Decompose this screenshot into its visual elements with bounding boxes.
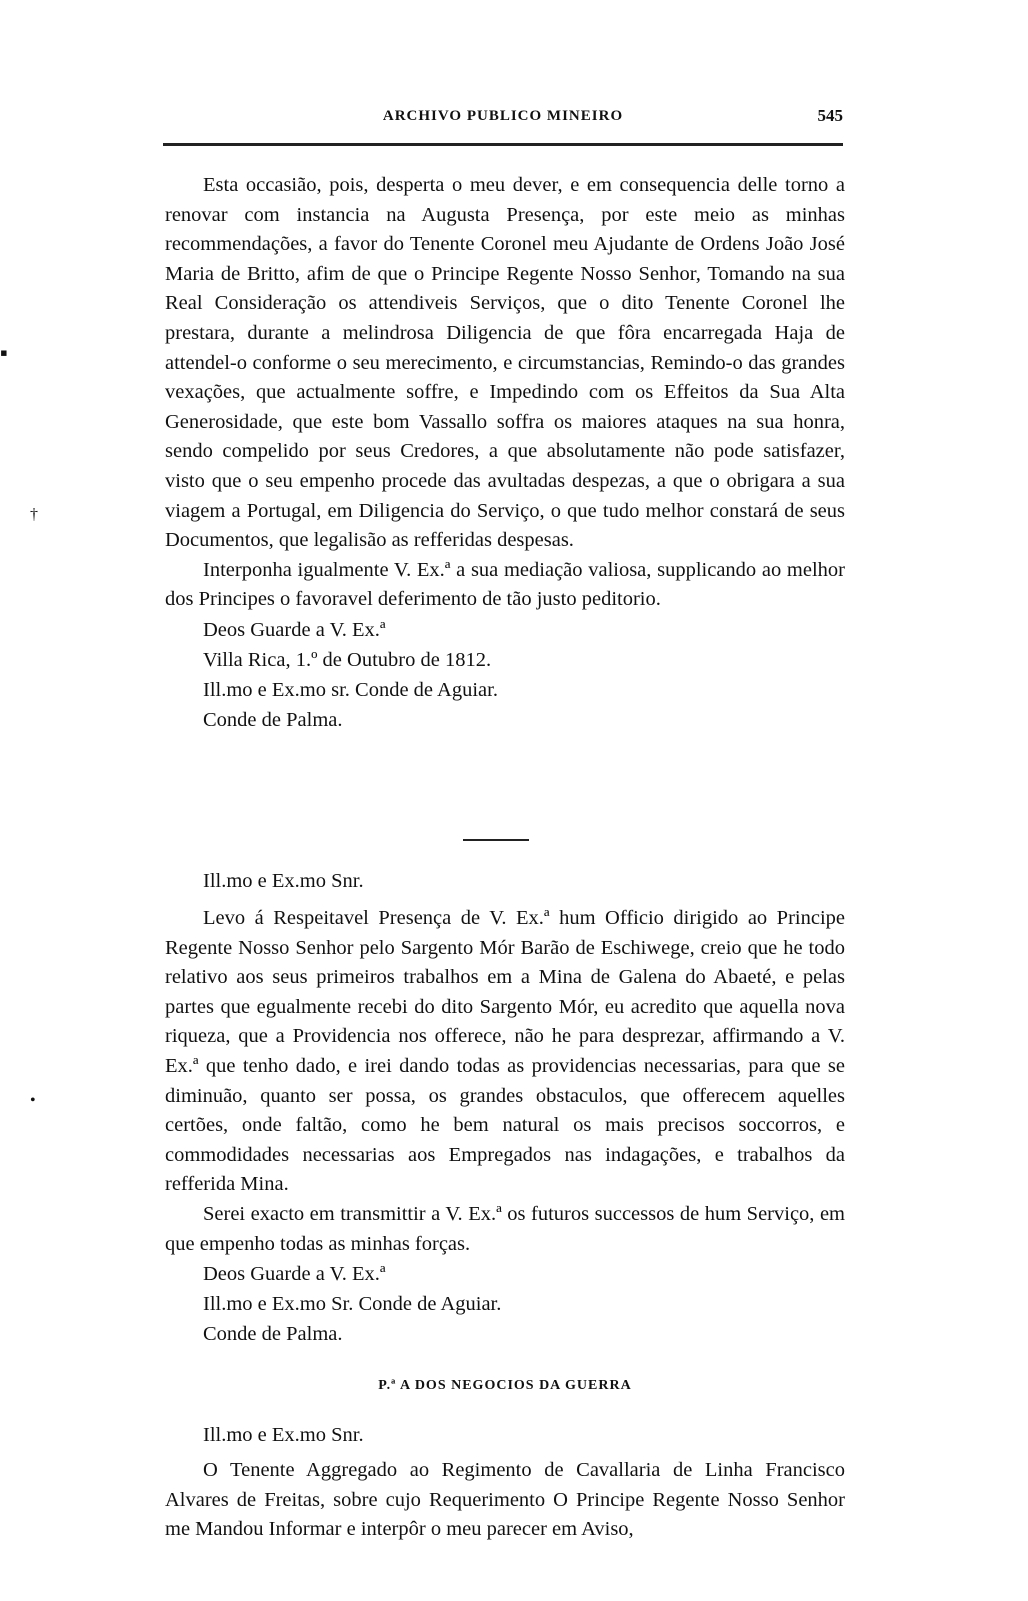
margin-mark: •	[30, 1092, 36, 1109]
letter-1-place-date: Villa Rica, 1.º de Outubro de 1812.	[203, 648, 492, 671]
running-title: ARCHIVO PUBLICO MINEIRO	[382, 108, 624, 124]
letter-1-paragraph-2: Interponha igualmente V. Ex.ª a sua mediação valiosa, supplicando ao melhor dos Principes o favoravel deferimento de tão justo peditorio.	[165, 558, 845, 611]
letter-2-paragraph-2: Serei exacto em transmittir a V. Ex.ª os futuros successos de hum Serviço, em que empenho todas as minhas forças.	[165, 1202, 845, 1255]
section-divider	[463, 839, 529, 841]
letter-2-signature: Conde de Palma.	[203, 1323, 343, 1346]
margin-mark: †	[30, 506, 38, 523]
letter-1	[165, 171, 845, 735]
letter-1-addressee: Ill.mo e Ex.mo sr. Conde de Aguiar.	[203, 678, 498, 701]
page-header	[163, 108, 843, 138]
letter-2	[165, 866, 845, 1349]
page-number: 545	[817, 106, 843, 125]
letter-1-closing: Deos Guarde a V. Ex.ª	[203, 618, 386, 641]
letter-3-salutation: Ill.mo e Ex.mo Snr.	[203, 1424, 364, 1446]
letter-1-paragraph-1: Esta occasião, pois, desperta o meu dever, e em consequencia delle torno a renovar com instancia na Augusta Presença, por este meio as minhas recommendações, a favor do Tenente Coronel meu Ajudante de Ordens João José Maria de Britto, afim de que o Principe Regente Nosso Senhor, Tomando na sua Real Consideração os attendiveis Serviços, que o dito Tenente Coronel lhe prestara, durante a melindrosa Diligencia de que fôra encarregada Haja de attendel-o conforme o seu merecimento, e circumstancias, Remindo-o das grandes vexações, que actualmente soffre, e Impedindo com os Effeitos da Sua Alta Generosidade, que este bom Vassallo soffra os maiores ataques na sua honra, sendo compelido por seus Credores, a que absolutamente não pode satisfazer, visto que o seu empenho procede das avultadas despezas, a que o obrigara a sua viagem a Portugal, em Diligencia do Serviço, o que tudo melhor constará de seus Documentos, que legalisão as refferidas despesas.	[165, 174, 845, 552]
header-rule	[163, 143, 843, 146]
letter-2-paragraph-1: Levo á Respeitavel Presença de V. Ex.ª hum Officio dirigido ao Principe Regente Nosso Senhor pelo Sargento Mór Barão de Eschiwege, creio que he todo relativo aos seus primeiros trabalhos em a Mina de Galena do Abaeté, e pelas partes que egualmente recebi do dito Sargento Mór, eu acredito que aquella nova riqueza, que a Providencia nos offerece, não he para desprezar, affirmando a V. Ex.ª que tenho dado, e irei dando todas as providencias necessarias, para que se diminuão, quanto ser possa, os grandes obstaculos, que offerecem aquelles certões, onde faltão, como he bem natural os mais precisos soccorros, e commodidades necessarias aos Empregados nas indagações, e trabalhos da refferida Mina.	[165, 907, 845, 1196]
section-heading: P.ª A DOS NEGOCIOS DA GUERRA	[378, 1378, 632, 1393]
letter-1-signature: Conde de Palma.	[203, 708, 343, 731]
letter-3-paragraph-1: O Tenente Aggregado ao Regimento de Cavallaria de Linha Francisco Alvares de Freitas, sobre cujo Requerimento O Principe Regente Nosso Senhor me Mandou Informar e interpôr o meu parecer em Aviso,	[165, 1459, 845, 1541]
letter-2-salutation: Ill.mo e Ex.mo Snr.	[203, 870, 364, 892]
letter-2-closing: Deos Guarde a V. Ex.ª	[203, 1263, 386, 1286]
letter-3	[165, 1420, 845, 1545]
margin-mark: ▪	[0, 340, 8, 365]
letter-2-addressee: Ill.mo e Ex.mo Sr. Conde de Aguiar.	[203, 1293, 502, 1316]
